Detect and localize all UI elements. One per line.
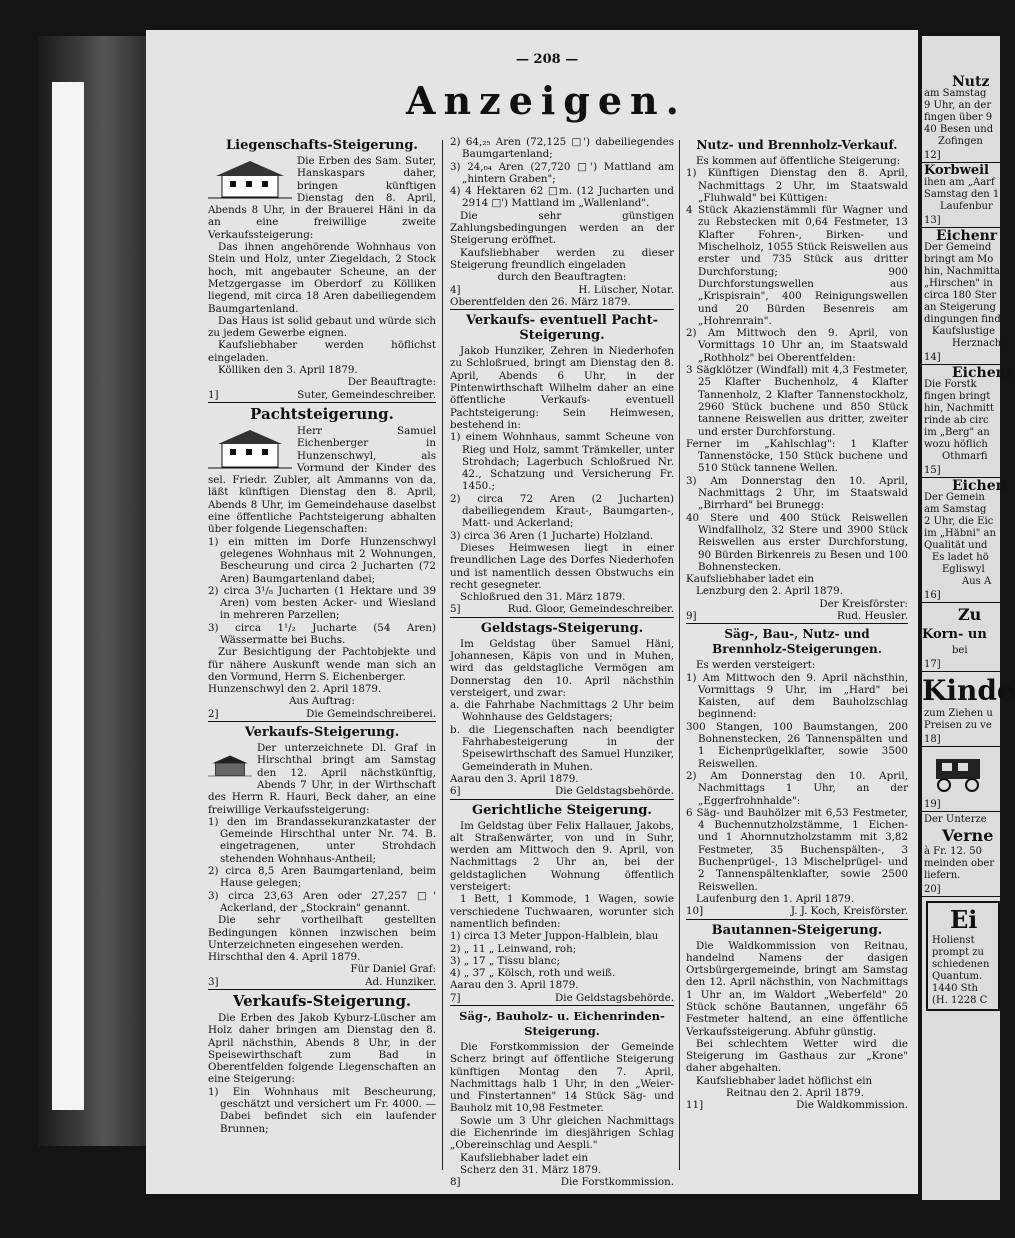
ad-saegholz-laufenburg — [686, 627, 908, 919]
list-item: 2) Am Donnerstag den 10. April, Nachmittags 1 Uhr, an der „Eggerfrohnhalde": — [686, 769, 908, 807]
fragment-line: am Samstag — [924, 88, 987, 99]
fragment-line: im „Berg" an — [924, 427, 990, 438]
fragment-line: bei — [952, 645, 968, 656]
ad-paragraph: Zur Besichtigung der Pachtobjekte und für nähere Auskunft wende man sich an den Vormund, Herrn S. Eichenberger. — [208, 646, 436, 683]
ad-signature: Die Geldstagsbehörde. — [555, 785, 674, 798]
ad-footer — [208, 976, 436, 990]
column-rule — [679, 140, 680, 1170]
ad-footer — [686, 1099, 908, 1112]
house-icon — [208, 157, 292, 201]
framed-ad — [926, 901, 1000, 1011]
fragment-line: à Fr. 12. 50 — [924, 846, 982, 857]
list-item: 1) ein mitten im Dorfe Hunzenschwyl gelegenes Wohnhaus mit 2 Wohnungen, Bescheurung und circa 2 Jucharten (72 Aren) Baumgartenland dabei; — [208, 535, 436, 585]
ad-paragraph: Das Haus ist solid gebaut und würde sich zu jedem Gewerbe eignen. — [208, 314, 436, 340]
ad-footer — [686, 610, 908, 624]
ad-title: Säg-, Bauholz- u. Eichenrinden-Steigerung. — [459, 1009, 665, 1038]
ad-date: Laufenburg den 1. April 1879. — [696, 892, 855, 905]
list-item: 2) circa 3¹/₈ Jucharten (1 Hektare und 39 Aren) vom besten Acker- und Wiesland in mehreren Parzellen; — [208, 584, 436, 622]
ad-paragraph: Kaufsliebhaber werden zu dieser Steigerung freundlich eingeladen — [450, 246, 674, 271]
ad-intro: Jakob Hunziker, Zehren in Niederhofen zu Schloßrued, bringt am Dienstag den 8. April, Abends 6 Uhr, in der Pintenwirthschaft Wilhelm daher an eine öffentliche Verkaufs- eventuell Pachtsteigerung: Sein Heimwesen, bestehend in: — [450, 345, 674, 431]
fragment-line: Der Gemeind — [924, 242, 992, 253]
ad-title: Gerichtliche Steigerung. — [472, 802, 652, 818]
list-item: 1) Künftigen Dienstag den 8. April, Nachmittags 2 Uhr, im Staatswald „Fluhwald" bei Küttigen: — [686, 167, 908, 204]
ad-title: Nutz- und Brennholz-Verkauf. — [696, 138, 898, 152]
ad-paragraph: Kaufsliebhaber ladet ein — [460, 1151, 589, 1164]
list-item: 3) Am Donnerstag den 10. April, Nachmittags 2 Uhr, im Staatswald „Birrhard" bei Brunegg: — [686, 474, 908, 512]
ad-number: 1] — [208, 388, 219, 401]
ad-signature: Für Daniel Graf: — [350, 963, 436, 976]
ad-paragraph: Die sehr günstigen Zahlungsbedingungen werden an der Steigerung eröffnet. — [450, 209, 674, 247]
fragment-line: Aus A — [962, 576, 992, 587]
fragment-line: 9 Uhr, an der — [924, 100, 992, 111]
ad-date: Schloßrued den 31. März 1879. — [460, 591, 626, 604]
ad-geldstag-muhen — [450, 621, 674, 800]
fragment-line: Der Unterze — [924, 814, 987, 825]
ad-intro: Die Forstkommission der Gemeinde Scherz bringt auf öffentliche Steigerung künftigen Montag den 7. April, Nachmittags halb 1 Uhr, in den „Weier- und Finstertannen" 14 Stück Säg- und Bauholz mit 10,98 Festmeter. — [450, 1041, 674, 1115]
ad-signature: Rud. Gloor, Gemeindeschreiber. — [507, 603, 674, 616]
list-item: 3 Sägklötzer (Windfall) mit 4,3 Festmeter, 25 Klafter Buchenholz, 4 Klafter Tannenholz, 2 Klafter Tannenstockholz, 2960 Stück buchene und 850 Stück tannene Reiswellen aus dritter, zweiter und erster Durchforstung. — [686, 364, 908, 438]
page-heading: Anzeigen. — [406, 78, 687, 123]
list-item: 4) „ 37 „ Kölsch, roth und weiß. — [450, 967, 616, 980]
ad-title: Liegenschafts-Steigerung. — [226, 138, 418, 153]
list-item: 2) Am Mittwoch den 9. April, von Vormittags 10 Uhr an, im Staatswald „Rothholz" bei Oberentfelden: — [686, 327, 908, 364]
ad-paragraph: Das ihnen angehörende Wohnhaus von Stein und Holz, unter Ziegeldach, 2 Stock hoch, mit angebauter Scheune, an der Metzgergasse im Oberdorf zu Kölliken liegend, mit circa 18 Aren dabeiliegendem Baumgartenland. — [208, 241, 436, 315]
ad-intro: Es werden versteigert: — [696, 659, 816, 672]
list-item: 3) circa 23,63 Aren oder 27,257 □' Ackerland, der „Stockrain" genannt. — [208, 889, 436, 914]
ad-number: 9] — [686, 609, 697, 622]
ad-verkauf-entfelden — [208, 993, 436, 1135]
ad-signature: H. Lüscher, Notar. — [578, 283, 674, 296]
ad-intro: Die Waldkommission von Reitnau, handelnd Namens der dasigen Ortsbürgergemeinde, bringt am Samstag den 12. April nächsthin, von Nachmittags 1 Uhr an, im Waldort „Weberfeld" 20 Stück schöne Bautannen, ungefähr 65 Festmeter haltend, an eine öffentliche Verkaufssteigerung. Abfuhr günstig. — [686, 939, 908, 1038]
fragment-line: 15] — [922, 465, 1000, 478]
ad-footer — [450, 296, 674, 310]
ad-date: Hunzenschwyl den 2. April 1879. — [208, 683, 382, 696]
ad-intro: Im Geldstag über Felix Hallauer, Jakobs, alt Straßenwärter, von und in Suhr, werden am Mittwoch den 9. April, von Nachmittags 2 Uhr an, bei der geldstaglichen Wohnung öffentlich versteigert: — [450, 819, 674, 894]
fragment-line: 17] — [922, 659, 1000, 672]
fragment-line: bringt am Mo — [924, 254, 994, 265]
fragment-line: Qualität und — [924, 540, 988, 551]
ad-signature: Aus Auftrag: — [289, 695, 355, 708]
list-item: b. die Liegenschaften nach beendigter Fahrhabesteigerung in der Speisewirthschaft des Samuel Hunziker, Gemeinderath in Muhen. — [450, 723, 674, 773]
fragment-line: hin, Nachmitt — [924, 403, 994, 414]
list-item: 1) Am Mittwoch den 9. April nächsthin, Vormittags 9 Uhr, im „Hard" bei Kaisten, auf dem Bauholzschlag beginnend: — [686, 671, 908, 721]
ad-date: Scherz den 31. März 1879. — [460, 1163, 602, 1176]
ad-footer — [208, 389, 436, 403]
fragment-heading: Ei — [950, 905, 978, 934]
ad-signature: Der Kreisförster: — [819, 597, 908, 610]
fragment-line: 13] — [922, 215, 1000, 228]
list-item: 1) einem Wohnhaus, sammt Scheune von Rieg und Holz, sammt Trämkeller, unter Strohdach; Lagerbuch Schloßrued Nr. 42., Schatzung und Versicherung Fr. 1450.; — [450, 431, 674, 493]
ad-signature: Ad. Hunziker. — [365, 975, 436, 988]
list-item: 3) „ 17 „ Tissu blanc; — [450, 954, 560, 967]
fragment-line: ihen am „Aarf — [924, 177, 995, 188]
ad-gerichtlich-suhr — [450, 803, 674, 1006]
list-item: 3) circa 1¹/₂ Jucharte (54 Aren) Wässermatte bei Buchs. — [208, 621, 436, 646]
list-item: a. die Fahrhabe Nachmittags 2 Uhr beim Wohnhause des Geldstagers; — [450, 699, 674, 724]
fragment-line: prompt zu — [932, 947, 984, 958]
fragment-line: Eichenr — [936, 228, 998, 244]
fragment-line: liefern. — [924, 870, 961, 881]
house-icon — [208, 744, 252, 788]
fragment-line: Eichen — [952, 478, 1006, 494]
list-item: 3) circa 36 Aren (1 Jucharte) Holzland. — [450, 529, 654, 542]
ad-footer — [450, 603, 674, 617]
fragment-line: zum Ziehen u — [924, 708, 993, 719]
newspaper-page — [146, 30, 918, 1194]
ad-paragraph: Die sehr vortheilhaft gestellten Bedingungen können inzwischen beim Unterzeichneten eingesehen werden. — [208, 914, 436, 951]
carriage-icon — [928, 753, 988, 793]
list-item: 2) circa 8,5 Aren Baumgartenland, beim Hause gelegen; — [208, 865, 436, 890]
ad-title: Verkaufs-Steigerung. — [244, 725, 400, 741]
ad-signature: durch den Beauftragten: — [497, 271, 627, 284]
ad-number: 7] — [450, 991, 461, 1004]
ad-signature: Suter, Gemeindeschreiber. — [297, 388, 436, 401]
ad-number: 2] — [208, 707, 219, 720]
ad-intro: Im Geldstag über Samuel Häni, Johannesen, Käpis von und in Muhen, wird das geldstagliche Vermögen am Donnerstag den 10. April nächsthin versteigert, und zwar: — [450, 637, 674, 699]
fragment-line: Die Forstk — [924, 379, 977, 390]
ad-intro: Herr Samuel Eichenberger in Hunzenschwyl, als Vormund der Kinder des sel. Friedr. Zubler, alt Ammanns von da, läßt künftigen Dienstag den 8. April, Abends 8 Uhr, im Gemeindehause daselbst eine öffentliche Pachtsteigerung abhalten über folgende Liegenschaften: — [208, 424, 436, 536]
fragment-line: 40 Besen und — [924, 124, 994, 135]
ad-paragraph: Sowie um 3 Uhr gleichen Nachmittags die Eichenrinde im diesjährigen Schlag „Obereinschlag und Aespli." — [450, 1114, 674, 1152]
list-item: 4 Stück Akazienstämmli für Wagner und zu Rebstecken mit 0,64 Festmeter, 13 Klafter Fohren-, Birken- und Mischelholz, 1055 Stück Reiswellen aus erster und 735 Stück aus dritter Durchforstung; 900 Durchforstungswellen aus „Krispisrain", 400 Reinigungswellen und 20 Bürden Besenreis am „Hohrenrain". — [686, 204, 908, 327]
ad-date: Aarau den 3. April 1879. — [450, 979, 579, 992]
ad-intro: Der unterzeichnete Dl. Graf in Hirschthal bringt am Samstag den 12. April nächstkünftig, Abends 7 Uhr, in der Wirthschaft des Herrn R. Hauri, Beck daher, an eine freiwillige Verkaufssteigerung: — [208, 742, 436, 816]
ad-paragraph: 1 Bett, 1 Kommode, 1 Wagen, sowie verschiedene Tuchwaaren, worunter sich namentlich befinden: — [450, 893, 674, 930]
ad-pacht-schlossrued — [450, 313, 674, 618]
list-item: Ferner im „Kahlschlag": 1 Klafter Tannenstöcke, 150 Stück buchene und 510 Stück tannene Wellen. — [686, 437, 908, 475]
fragment-line: Kaufslustige — [932, 326, 996, 337]
ad-paragraph: Dieses Heimwesen liegt in einer freundlichen Lage des Dorfes Niederhofen und ist namentlich dessen Obstwuchs ein recht gesegneter. — [450, 541, 674, 591]
fragment-line: Samstag den 1 — [924, 189, 1000, 200]
ad-title: Säg-, Bau-, Nutz- und Brennholz-Steigerungen. — [712, 627, 882, 657]
ad-signature: Rud. Heusler. — [837, 609, 908, 622]
list-item: 2) circa 72 Aren (2 Jucharten) dabeiliegendem Kraut-, Baumgarten-, Matt- und Ackerland; — [450, 492, 674, 530]
ad-title: Verkaufs- eventuell Pacht-Steigerung. — [465, 313, 659, 344]
list-item: 1) den im Brandassekuranzkataster der Gemeinde Hirschthal unter Nr. 74. B. eingetragenen, unter Strohdach stehenden Wohnhaus-Antheil; — [208, 815, 436, 865]
fragment-line: am Samstag — [924, 504, 987, 515]
fragment-line: Zofingen — [938, 136, 983, 147]
fragment-line: Nutz — [952, 74, 990, 90]
fragment-line: Preisen zu ve — [924, 720, 992, 731]
ad-number: 6] — [450, 785, 461, 798]
column-right — [686, 136, 908, 1116]
ad-title: Geldstags-Steigerung. — [480, 620, 644, 636]
ad-bautannen-reitnau — [686, 923, 908, 1113]
page-number: — 208 — — [516, 52, 579, 67]
ad-title: Pachtsteigerung. — [250, 404, 394, 423]
fragment-line: Egliswyl — [942, 564, 985, 575]
fragment-line: 1440 Sth — [932, 983, 978, 994]
fragment-line: 14] — [922, 352, 1000, 365]
fragment-line: 19] — [922, 799, 1000, 812]
fragment-line: circa 180 Ster — [924, 290, 997, 301]
fragment-line: an Steigerung — [924, 302, 996, 313]
ad-intro: Die Erben des Jakob Kyburz-Lüscher am Holz daher bringen am Dienstag den 8. April nächsthin, Abends 8 Uhr, in der Speisewirthschaft zum Bad in Oberentfelden folgende Liegenschaften an eine Steigerung: — [208, 1012, 436, 1086]
ad-date: Aarau den 3. April 1879. — [450, 772, 579, 785]
ad-signature: Die Waldkommission. — [796, 1099, 908, 1112]
ad-number: 8] — [450, 1176, 461, 1189]
paper-strip — [52, 82, 84, 1110]
fragment-line: Korbweil — [924, 163, 989, 178]
fragment-line: Quantum. — [932, 971, 983, 982]
fragment-line: Holienst — [932, 935, 975, 946]
ad-date: Hirschthal den 4. April 1879. — [208, 951, 361, 964]
fragment-line: im „Häbni" an — [924, 528, 996, 539]
ad-signature: Die Forstkommission. — [560, 1176, 674, 1189]
ad-signature: J. J. Koch, Kreisförster. — [790, 905, 908, 918]
ad-paragraph: Kaufsliebhaber werden höflichst eingeladen. — [208, 339, 436, 364]
list-item: 1) circa 13 Meter Juppon-Halblein, blau — [450, 930, 659, 943]
fragment-line: Es ladet hö — [932, 552, 989, 563]
ad-liegenschaft — [208, 138, 436, 403]
list-item: 2) „ 11 „ Leinwand, roh; — [450, 942, 577, 955]
list-item: 300 Stangen, 100 Baumstangen, 200 Bohnenstecken, 26 Tannenspälten und 1 Eichenprügelklafter, sowie 3500 Reiswellen. — [686, 720, 908, 770]
fragment-heading: Verne — [942, 826, 994, 845]
fragment-line: Herznach — [952, 338, 1002, 349]
column-middle — [450, 136, 674, 1193]
list-item: 6 Säg- und Bauhölzer mit 6,53 Festmeter, 4 Buchennutzholzstämme, 1 Eichen- und 1 Ahornnutzholzstamm mit 3,82 Festmeter, 35 Buchenspälten-, 3 Buchenprügel-, 13 Mischelprügel- und 2 Tannenspältenklafter, sowie 2500 Reiswellen. — [686, 806, 908, 893]
ad-signature: Die Gemeindschreiberei. — [306, 707, 436, 720]
ad-signature: Die Geldstagsbehörde. — [555, 991, 674, 1004]
ad-number: 3] — [208, 975, 219, 988]
list-item: 3) 24,₀₄ Aren (27,720 □') Mattland am „hintern Graben"; — [450, 160, 674, 185]
fragment-line: 18] — [922, 734, 1000, 747]
ad-title: Verkaufs-Steigerung. — [232, 992, 412, 1010]
fragment-line: „Hirschen" in — [924, 278, 993, 289]
ad-date: Lenzburg den 2. April 1879. — [696, 585, 843, 598]
ad-footer — [208, 708, 436, 722]
fragment-line: dingungen find — [924, 314, 1001, 325]
ad-nutzholz-lenzburg — [686, 138, 908, 624]
ad-title: Bautannen-Steigerung. — [711, 922, 883, 938]
list-item: 4) 4 Hektaren 62 □m. (12 Jucharten und 2914 □') Mattland im „Wallenland". — [450, 185, 674, 210]
fragment-heading: Korn- un — [922, 627, 987, 642]
fragment-line: meinden ober — [924, 858, 995, 869]
ad-pachtsteigerung — [208, 406, 436, 722]
ad-paragraph: Kaufsliebhaber ladet höflichst ein — [696, 1074, 873, 1087]
fragment-line: (H. 1228 C — [932, 995, 988, 1006]
ad-number: 4] — [450, 283, 461, 296]
ad-date: Oberentfelden den 26. März 1879. — [450, 295, 631, 308]
fragment-line: rinde ab circ — [924, 415, 989, 426]
fragment-line: hin, Nachmitta — [924, 266, 1000, 277]
fragment-line: schiedenen — [932, 959, 990, 970]
ad-date: Kölliken den 3. April 1879. — [218, 364, 358, 377]
list-item: 2) 64,₂₅ Aren (72,125 □') dabeiliegendes Baumgartenland; — [450, 136, 674, 161]
column-left — [208, 136, 436, 1138]
fragment-line: 2 Uhr, die Eic — [924, 516, 994, 527]
house-icon — [208, 427, 292, 471]
fragment-line: fingen bringt — [924, 391, 991, 402]
ad-number: 11] — [686, 1099, 704, 1112]
fragment-heading: Zu — [958, 605, 982, 624]
fragment-line: fingen über 9 — [924, 112, 993, 123]
ad-paragraph: Bei schlechtem Wetter wird die Steigerung im Gasthaus zur „Krone" daher abgehalten. — [686, 1037, 908, 1075]
next-page-fragment — [922, 36, 1015, 1200]
list-item: 40 Stere und 400 Stück Reiswellen Windfallholz, 32 Stere und 3900 Stück Reiswellen aus erster Durchforstung, 90 Bürden Birkenreis zu Besen und 100 Bohnenstecken. — [686, 511, 908, 573]
list-item: 1) Ein Wohnhaus mit Bescheurung, geschätzt und versichert um Fr. 4000. — Dabei befindet sich ein laufender Brunnen; — [208, 1085, 436, 1135]
ad-number: 10] — [686, 905, 704, 918]
column-rule — [442, 140, 443, 1170]
ad-number: 5] — [450, 603, 461, 616]
ad-verkauf-hirschthal — [208, 725, 436, 990]
fragment-line: Othmarfi — [942, 451, 988, 462]
fragment-line: wozu höflich — [924, 439, 988, 450]
fragment-line: Eichenr — [952, 365, 1014, 381]
fragment-line: 16] — [922, 590, 1000, 603]
fragment-line: Der Gemein — [924, 492, 985, 503]
ad-footer — [450, 992, 674, 1006]
fragment-line: Laufenbur — [940, 201, 993, 212]
ad-saegholz-scherz — [450, 1009, 674, 1190]
ad-verkauf-entfelden-cont — [450, 136, 674, 310]
ad-footer — [450, 785, 674, 799]
ad-footer — [450, 1176, 674, 1189]
ad-footer — [686, 905, 908, 919]
ad-paragraph: Kaufsliebhaber ladet ein — [686, 573, 815, 586]
ad-signature: Der Beauftragte: — [347, 376, 436, 389]
ad-intro: Es kommen auf öffentliche Steigerung: — [696, 155, 901, 167]
ad-date: Reitnau den 2. April 1879. — [726, 1087, 864, 1100]
fragment-heading: Kinde — [922, 674, 1015, 707]
fragment-line: 20] — [922, 884, 1000, 897]
ad-intro: Die Erben des Sam. Suter, Hanskaspars daher, bringen künftigen Dienstag den 8. April, Abends 8 Uhr, in der Brauerei Häni in da an eine freiwillige zweite Verkaufssteigerung: — [208, 155, 436, 241]
fragment-line: 12] — [922, 150, 1000, 163]
